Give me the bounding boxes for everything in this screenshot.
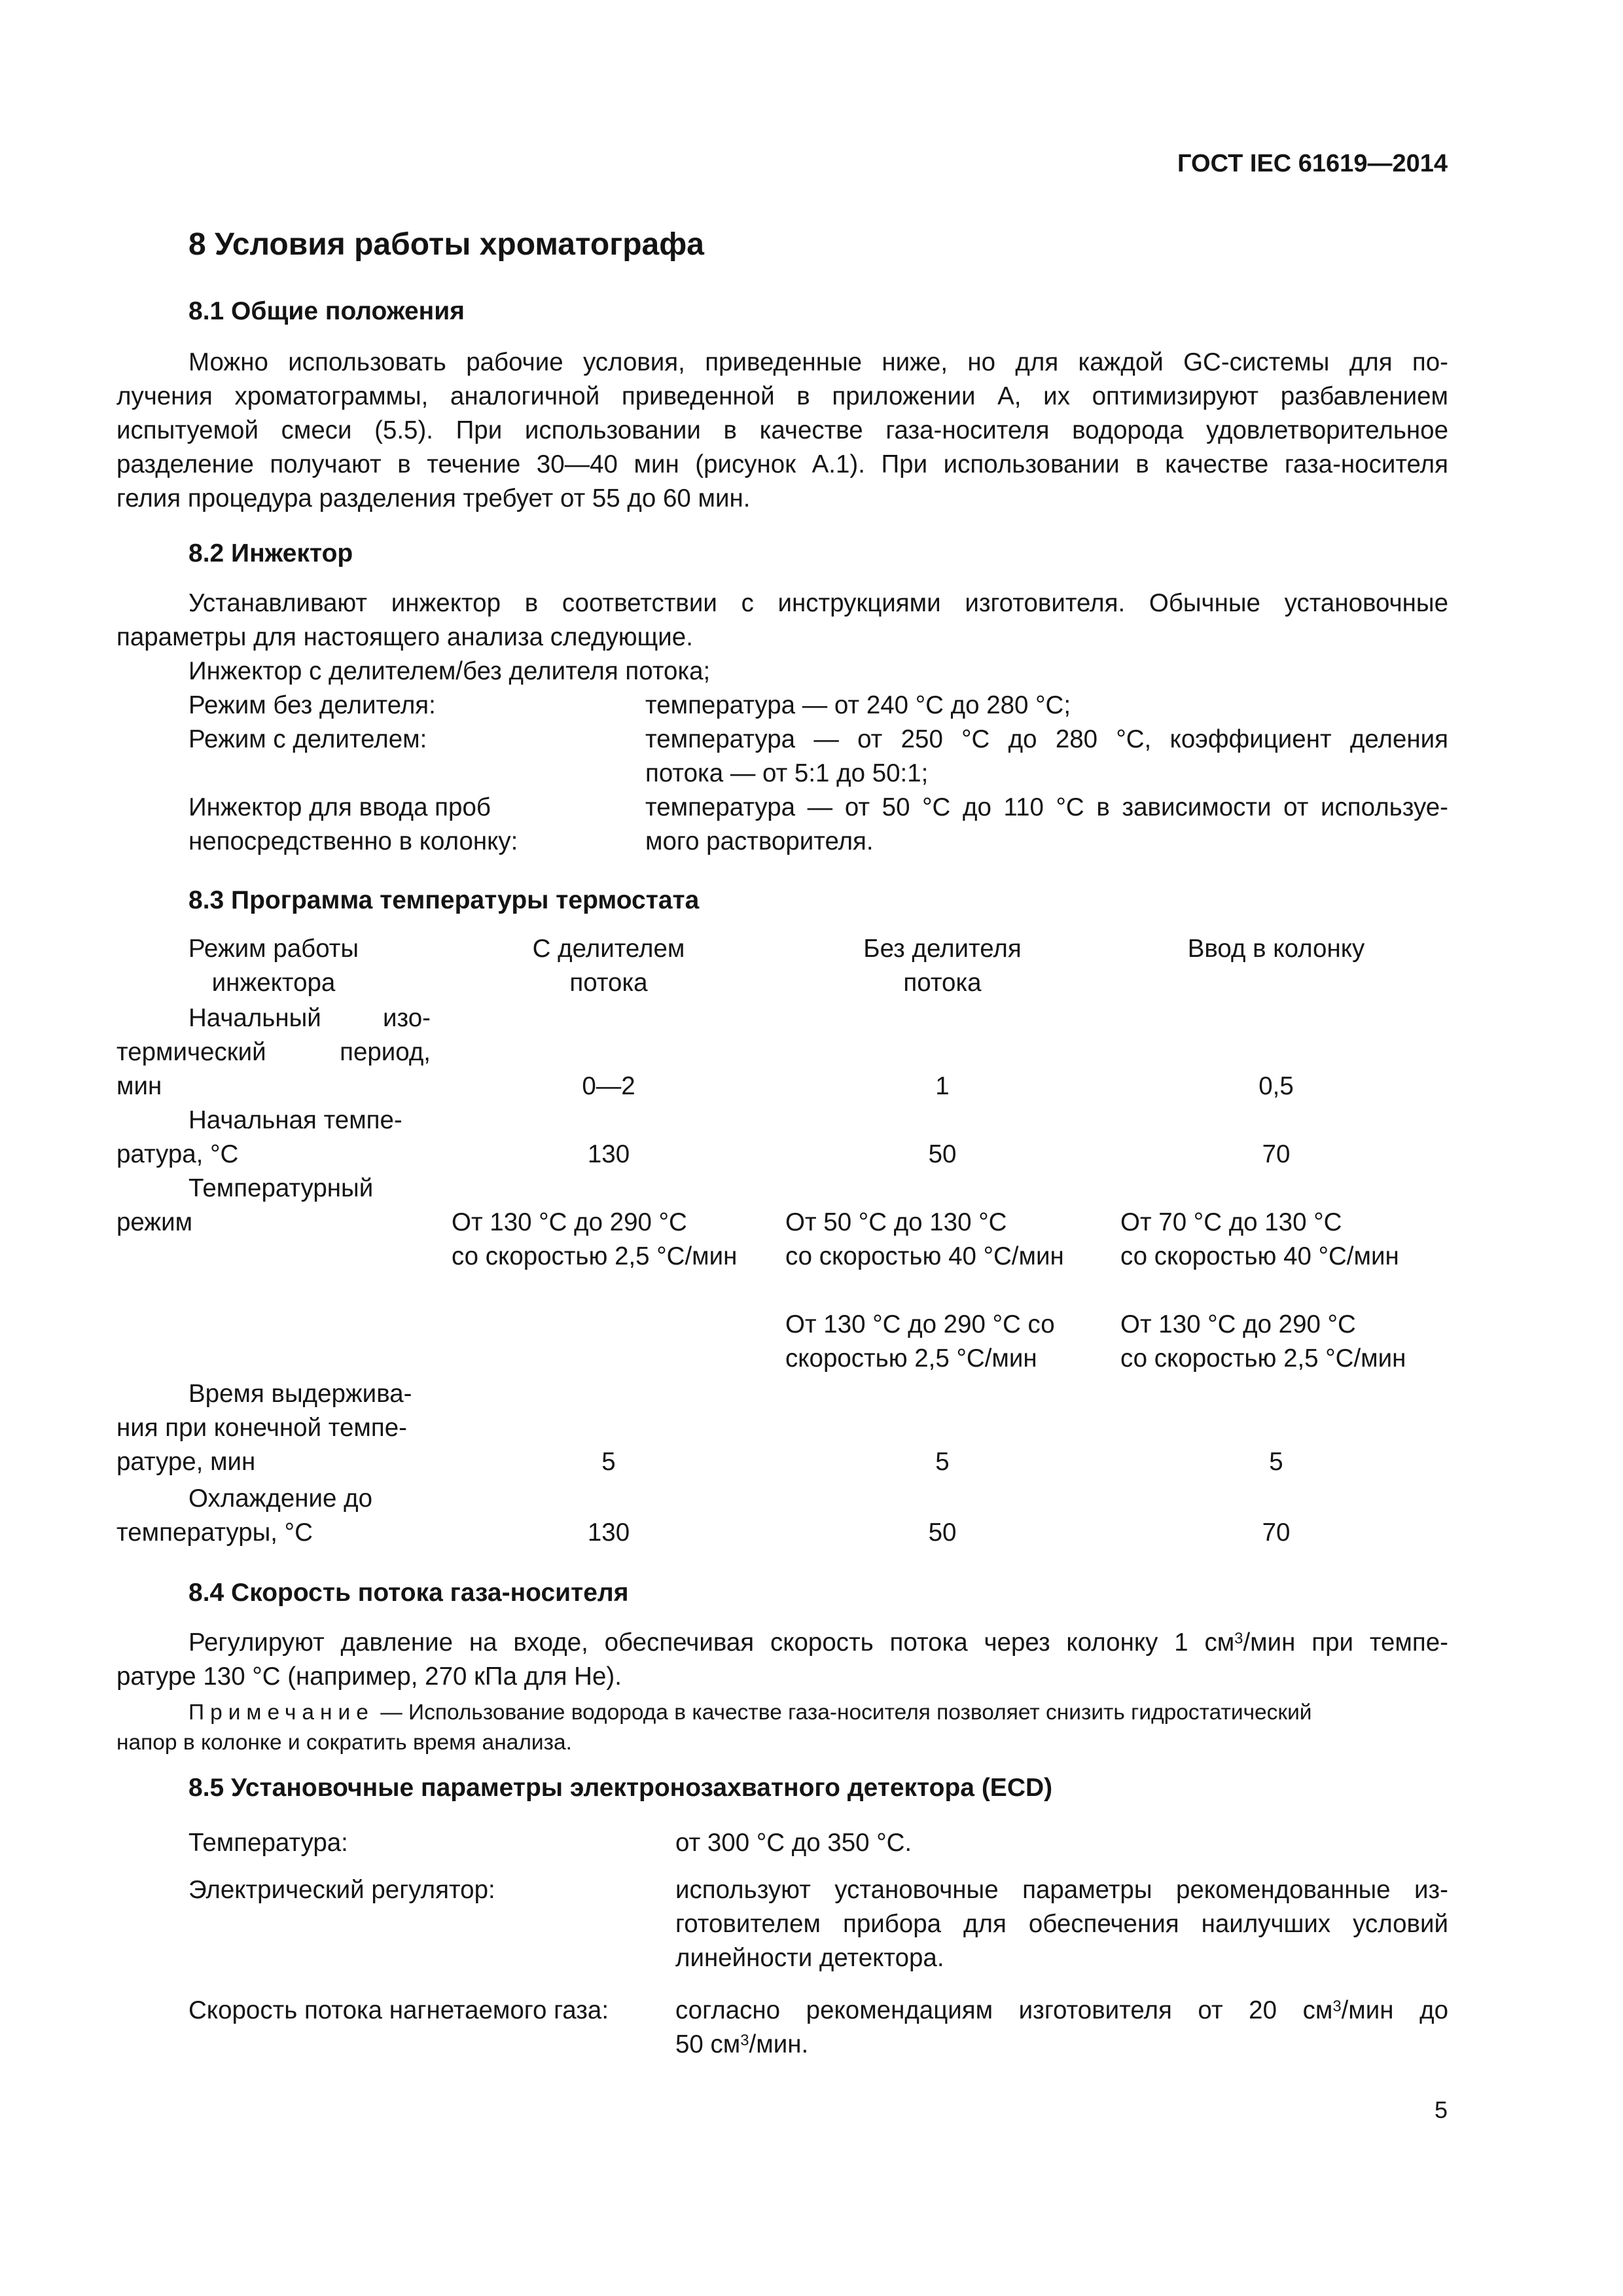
table-cell: 70 (1262, 1518, 1291, 1547)
cell-line: От 130 °С до 290 °С (452, 1208, 687, 1236)
table-header-splitless (785, 932, 1099, 1000)
injector-param-value: температура — от 50 °С до 110 °С в зависимости от используе- (645, 793, 1448, 821)
cell-line: скоростью 2,5 °С/мин (785, 1344, 1037, 1372)
injector-param-label: Режим с делителем: (188, 725, 427, 753)
detector-param-label: Скорость потока нагнетаемого газа: (188, 1996, 609, 2024)
text-run: согласно рекомендациям изготовителя от 20 см (675, 1996, 1333, 2024)
value-line: готовителем прибора для обеспечения наилучших условий (675, 1910, 1448, 1938)
text-run: Регулируют давление на входе, обеспечивая скорость потока через колонку 1 см (188, 1628, 1235, 1657)
table-cell: 0,5 (1258, 1072, 1294, 1100)
header-line: потока (903, 969, 982, 997)
label-word: термический (116, 1038, 266, 1066)
cell-line: со скоростью 40 °С/мин (1120, 1242, 1399, 1270)
row-label-iso-period (116, 1001, 431, 1103)
superscript: 3 (1234, 1630, 1243, 1648)
table-cell: 70 (1262, 1140, 1291, 1168)
label-word: изо- (383, 1004, 431, 1032)
header-line: Ввод в колонку (1187, 935, 1365, 963)
document-standard-code: ГОСТ IEC 61619—2014 (1177, 150, 1448, 177)
label-line: ратура, °С (116, 1140, 239, 1168)
detector-param-value (675, 1994, 1448, 2062)
label-line: ратуре, мин (116, 1448, 256, 1476)
detector-param-value (675, 1873, 1448, 1975)
injector-param-value: температура — от 240 °С до 280 °С; (645, 691, 1071, 719)
table-cell: 130 (587, 1518, 630, 1547)
paragraph-line: испытуемой смеси (5.5). При использовании в качестве газа-носителя водорода удовлетворительное (116, 416, 1448, 444)
injector-param-value: потока — от 5:1 до 50:1; (645, 759, 929, 787)
superscript: 3 (1332, 1998, 1342, 2016)
note-label: Примечание (188, 1700, 374, 1725)
table-header-on-column (1119, 932, 1433, 966)
label-line: Охлаждение до (188, 1484, 373, 1513)
injector-param-value: температура — от 250 °С до 280 °С, коэффициент деления (645, 725, 1448, 753)
paragraph-line: разделение получают в течение 30—40 мин (рисунок А.1). При использовании в качестве газа-носителя (116, 450, 1448, 478)
value-line (675, 2028, 1448, 2062)
label-line: ния при конечной темпе- (116, 1414, 407, 1442)
row-label-cooling (116, 1482, 431, 1550)
label-word: Начальный (188, 1004, 321, 1032)
header-line: потока (569, 969, 648, 997)
row-label-temp-mode (116, 1172, 431, 1240)
row-label-hold-time (116, 1377, 444, 1479)
cell-line: От 130 °С до 290 °С со (785, 1310, 1055, 1338)
subsection-8-4-paragraph (116, 1626, 1448, 1694)
label-line: режим (116, 1208, 193, 1236)
subsection-8-5-title: 8.5 Установочные параметры электронозахватного детектора (ECD) (188, 1774, 1053, 1802)
table-cell: 130 (587, 1140, 630, 1168)
table-cell: 50 (928, 1518, 957, 1547)
subsection-8-2-paragraph (116, 586, 1448, 689)
table-cell: 5 (935, 1448, 950, 1476)
label-line: Время выдержива- (188, 1380, 412, 1408)
cell-line: со скоростью 2,5 °С/мин (452, 1242, 738, 1270)
injector-param-label: Режим без делителя: (188, 691, 436, 719)
injector-param-label: непосредственно в колонку: (188, 827, 518, 855)
table-cell (1120, 1206, 1399, 1274)
subsection-8-4-title: 8.4 Скорость потока газа-носителя (188, 1579, 629, 1607)
subsection-8-2-title: 8.2 Инжектор (188, 539, 353, 567)
paragraph-line: гелия процедура разделения требует от 55 до 60 мин. (116, 484, 751, 512)
subsection-8-1-title: 8.1 Общие положения (188, 297, 465, 325)
label-line: Начальная темпе- (188, 1106, 402, 1134)
paragraph-line: Устанавливают инжектор в соответствии с инструкциями изготовителя. Обычные установочные (188, 589, 1448, 617)
table-cell: 5 (1269, 1448, 1283, 1476)
injector-param-label: Инжектор для ввода проб (188, 793, 491, 821)
cell-line: со скоростью 2,5 °С/мин (1120, 1344, 1406, 1372)
paragraph-line: Можно использовать рабочие условия, приведенные ниже, но для каждой GC-системы для по- (188, 348, 1448, 376)
row-label-start-temp (116, 1103, 431, 1172)
table-cell: 0—2 (582, 1072, 635, 1100)
value-line: используют установочные параметры рекомендованные из- (675, 1876, 1448, 1904)
subsection-8-1-paragraph (116, 346, 1448, 516)
paragraph-line: параметры для настоящего анализа следующие. (116, 623, 693, 651)
table-cell (785, 1308, 1055, 1376)
paragraph-line (116, 1626, 1448, 1660)
table-cell: 50 (928, 1140, 957, 1168)
label-line: температуры, °С (116, 1518, 313, 1547)
header-line: Режим работы (188, 935, 359, 963)
cell-line: От 50 °С до 130 °С (785, 1208, 1007, 1236)
cell-line: От 70 °С до 130 °С (1120, 1208, 1342, 1236)
header-line: Без делителя (863, 935, 1022, 963)
table-cell (785, 1206, 1064, 1274)
paragraph-line: лучения хроматограммы, аналогичной приведенной в приложении А, их оптимизируют разбавлением (116, 382, 1448, 410)
table-cell: 5 (601, 1448, 616, 1476)
label-word: мин (116, 1072, 162, 1100)
header-line: инжектора (211, 969, 336, 997)
text-run: 50 см (675, 2030, 741, 2058)
superscript: 3 (740, 2032, 749, 2050)
text-run: /мин. (749, 2030, 809, 2058)
cell-line: со скоростью 40 °С/мин (785, 1242, 1064, 1270)
label-line: Температурный (188, 1174, 374, 1202)
section-title: 8 Условия работы хроматографа (188, 227, 704, 262)
cell-line: От 130 °С до 290 °С (1120, 1310, 1356, 1338)
header-line: С делителем (532, 935, 685, 963)
paragraph-line: ратуре 130 °С (например, 270 кПа для He). (116, 1662, 622, 1691)
text-run: /мин при темпе- (1243, 1628, 1448, 1657)
note (116, 1698, 1448, 1758)
note-line: напор в колонке и сократить время анализа. (116, 1731, 572, 1755)
injector-intro: Инжектор с делителем/без делителя потока; (188, 657, 711, 685)
subsection-8-3-title: 8.3 Программа температуры термостата (188, 886, 700, 914)
label-word: период, (340, 1038, 431, 1066)
value-line (675, 1994, 1448, 2028)
text-run: /мин до (1341, 1996, 1448, 2024)
table-cell: 1 (935, 1072, 950, 1100)
table-header-injector-mode (116, 932, 431, 1000)
table-header-split (452, 932, 766, 1000)
detector-param-value: от 300 °С до 350 °С. (675, 1829, 912, 1857)
page-number: 5 (1434, 2096, 1448, 2123)
detector-param-label: Электрический регулятор: (188, 1876, 495, 1904)
detector-param-label: Температура: (188, 1829, 348, 1857)
value-line: линейности детектора. (675, 1944, 944, 1972)
note-line (116, 1698, 1448, 1728)
table-cell (1120, 1308, 1406, 1376)
table-cell (452, 1206, 737, 1274)
note-text: — Использование водорода в качестве газа-носителя позволяет снизить гидростатический (374, 1700, 1312, 1725)
injector-param-value: мого растворителя. (645, 827, 874, 855)
